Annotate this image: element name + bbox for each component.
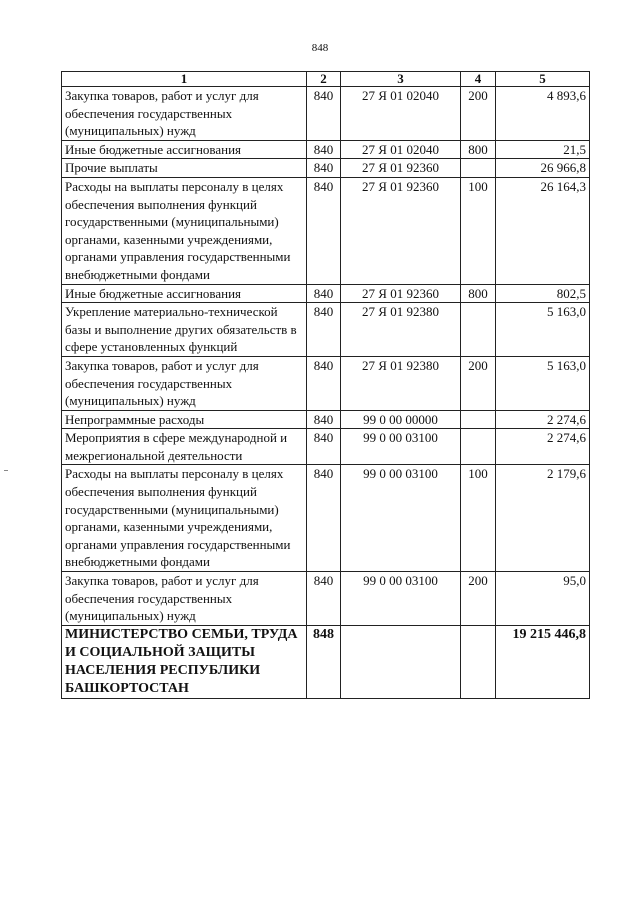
header-cell-code: 2 xyxy=(307,72,341,87)
row-amount: 95,0 xyxy=(496,572,590,626)
table-row-ministry-total xyxy=(62,625,590,698)
row-kind: 200 xyxy=(461,572,496,626)
row-code: 840 xyxy=(307,87,341,141)
row-name: Прочие выплаты xyxy=(62,159,307,178)
row-amount: 26 966,8 xyxy=(496,159,590,178)
table-row xyxy=(62,303,590,357)
budget-table xyxy=(61,71,590,699)
row-kind xyxy=(461,429,496,465)
row-name: Расходы на выплаты персоналу в целях обеспечения выполнения функций государственными (муниципальными) органами, казенными учреждениями, органами управления государственными внебюджетными фондами xyxy=(62,465,307,572)
table-row xyxy=(62,410,590,429)
row-code: 840 xyxy=(307,429,341,465)
row-program: 99 0 00 03100 xyxy=(341,465,461,572)
row-amount: 26 164,3 xyxy=(496,177,590,284)
row-program: 27 Я 01 92360 xyxy=(341,177,461,284)
row-kind: 100 xyxy=(461,465,496,572)
header-cell-name: 1 xyxy=(62,72,307,87)
row-program: 27 Я 01 92360 xyxy=(341,284,461,303)
row-program: 27 Я 01 02040 xyxy=(341,87,461,141)
row-amount: 5 163,0 xyxy=(496,303,590,357)
row-kind: 800 xyxy=(461,140,496,159)
row-kind: 200 xyxy=(461,87,496,141)
row-program: 99 0 00 03100 xyxy=(341,572,461,626)
row-program: 27 Я 01 02040 xyxy=(341,140,461,159)
row-amount: 2 274,6 xyxy=(496,429,590,465)
row-kind: 800 xyxy=(461,284,496,303)
row-kind xyxy=(461,625,496,698)
row-kind xyxy=(461,159,496,178)
row-program xyxy=(341,625,461,698)
table-row xyxy=(62,159,590,178)
row-kind xyxy=(461,410,496,429)
header-cell-kind: 4 xyxy=(461,72,496,87)
row-amount: 4 893,6 xyxy=(496,87,590,141)
row-code: 840 xyxy=(307,177,341,284)
row-program: 27 Я 01 92380 xyxy=(341,303,461,357)
row-name: Иные бюджетные ассигнования xyxy=(62,140,307,159)
table-row xyxy=(62,284,590,303)
row-amount: 21,5 xyxy=(496,140,590,159)
row-name: Мероприятия в сфере международной и межрегиональной деятельности xyxy=(62,429,307,465)
row-name: Закупка товаров, работ и услуг для обеспечения государственных (муниципальных) нужд xyxy=(62,572,307,626)
header-cell-program: 3 xyxy=(341,72,461,87)
row-amount: 2 274,6 xyxy=(496,410,590,429)
row-code: 840 xyxy=(307,410,341,429)
row-code: 840 xyxy=(307,465,341,572)
row-code: 840 xyxy=(307,356,341,410)
row-kind: 100 xyxy=(461,177,496,284)
row-code: 840 xyxy=(307,284,341,303)
table-row xyxy=(62,465,590,572)
row-code: 840 xyxy=(307,159,341,178)
row-code: 840 xyxy=(307,303,341,357)
row-name: Закупка товаров, работ и услуг для обеспечения государственных (муниципальных) нужд xyxy=(62,87,307,141)
row-program: 27 Я 01 92360 xyxy=(341,159,461,178)
row-name: МИНИСТЕРСТВО СЕМЬИ, ТРУДА И СОЦИАЛЬНОЙ ЗАЩИТЫ НАСЕЛЕНИЯ РЕСПУБЛИКИ БАШКОРТОСТАН xyxy=(62,625,307,698)
row-kind: 200 xyxy=(461,356,496,410)
page-number: 848 xyxy=(311,42,329,54)
row-name: Расходы на выплаты персоналу в целях обеспечения выполнения функций государственными (муниципальными) органами, казенными учреждениями, органами управления государственными внебюджетными фондами xyxy=(62,177,307,284)
row-amount: 802,5 xyxy=(496,284,590,303)
row-name: Иные бюджетные ассигнования xyxy=(62,284,307,303)
table-row xyxy=(62,177,590,284)
row-amount: 19 215 446,8 xyxy=(496,625,590,698)
table-row xyxy=(62,572,590,626)
row-amount: 2 179,6 xyxy=(496,465,590,572)
table-row xyxy=(62,429,590,465)
header-row xyxy=(62,72,590,87)
header-cell-amount: 5 xyxy=(496,72,590,87)
row-name: Непрограммные расходы xyxy=(62,410,307,429)
table-row xyxy=(62,356,590,410)
row-code: 840 xyxy=(307,572,341,626)
table-row xyxy=(62,140,590,159)
margin-mark xyxy=(4,470,8,471)
row-program: 27 Я 01 92380 xyxy=(341,356,461,410)
row-program: 99 0 00 03100 xyxy=(341,429,461,465)
row-name: Укрепление материально-технической базы и выполнение других обязательств в сфере установленных функций xyxy=(62,303,307,357)
row-code: 840 xyxy=(307,140,341,159)
row-kind xyxy=(461,303,496,357)
row-amount: 5 163,0 xyxy=(496,356,590,410)
row-program: 99 0 00 00000 xyxy=(341,410,461,429)
table-row xyxy=(62,87,590,141)
row-code: 848 xyxy=(307,625,341,698)
row-name: Закупка товаров, работ и услуг для обеспечения государственных (муниципальных) нужд xyxy=(62,356,307,410)
